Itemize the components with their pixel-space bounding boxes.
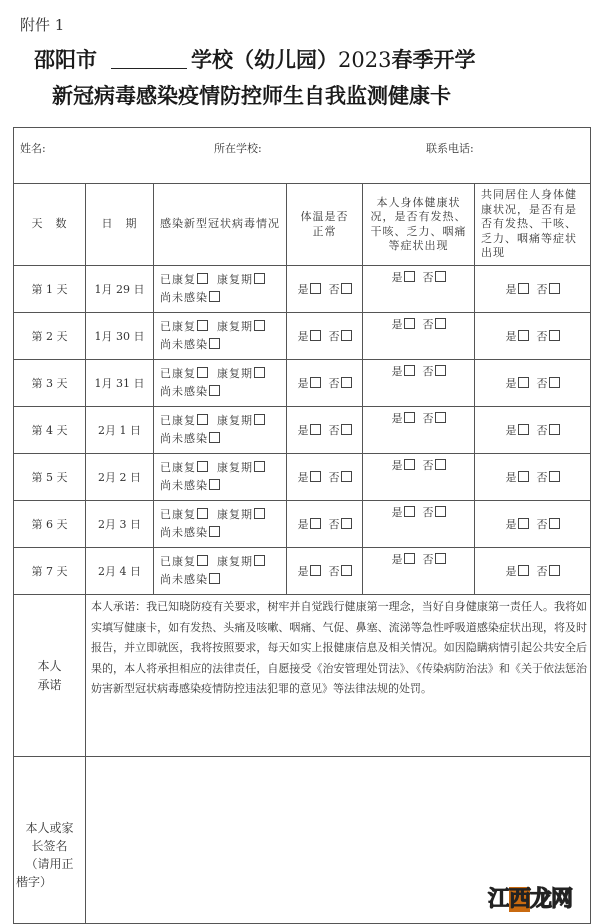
yes-checkbox[interactable]	[518, 424, 529, 435]
no-checkbox[interactable]	[435, 271, 446, 282]
yes-label: 是	[391, 459, 403, 472]
self-health-cell	[363, 360, 475, 407]
no-checkbox[interactable]	[549, 330, 560, 341]
date-cell: 2月 3 日	[86, 501, 154, 548]
no-label: 否	[536, 565, 548, 578]
cohabitant-health-cell	[475, 501, 591, 548]
yes-label: 是	[391, 553, 403, 566]
not-infected-label: 尚未感染	[160, 385, 208, 398]
no-checkbox[interactable]	[341, 565, 352, 576]
no-checkbox[interactable]	[549, 518, 560, 529]
yes-label: 是	[505, 330, 517, 343]
signature-row	[14, 757, 591, 924]
not-infected-checkbox[interactable]	[209, 385, 220, 396]
table-row	[14, 266, 591, 313]
yes-label: 是	[505, 377, 517, 390]
no-label: 否	[422, 506, 434, 519]
commitment-label-line: 本人	[37, 658, 62, 673]
header-temperature: 体温是否正常	[287, 184, 363, 266]
self-health-cell	[363, 407, 475, 454]
recovered-checkbox[interactable]	[197, 367, 208, 378]
yes-label: 是	[297, 377, 309, 390]
cohabitant-health-cell	[475, 313, 591, 360]
commitment-text: 本人承诺：我已知晓防疫有关要求，树牢并自觉践行健康第一理念，当好自身健康第一责任人。我将如实填写健康卡，如有发热、头痛及咳嗽、咽痛、气促、鼻塞、流涕等急性呼吸道感染症状出现，将及时报告，并立即就医，我将按照要求，每天如实上报健康信息及相关情况。如因隐瞒病情引起公共安全后果的，本人将承担相应的法律责任，自愿接受《治安管理处罚法》、《传染病防治法》和《关于依法惩治妨害新型冠状病毒感染疫情防控违法犯罪的意见》等法律法规的处罚。	[86, 595, 591, 757]
not-infected-checkbox[interactable]	[209, 526, 220, 537]
yes-label: 是	[391, 318, 403, 331]
title-term: 春季开学	[391, 47, 476, 72]
recovered-checkbox[interactable]	[197, 461, 208, 472]
yes-label: 是	[297, 518, 309, 531]
yes-checkbox[interactable]	[404, 459, 415, 470]
recovered-checkbox[interactable]	[197, 320, 208, 331]
recovered-checkbox[interactable]	[197, 555, 208, 566]
day-cell: 第 5 天	[14, 454, 86, 501]
recovering-label: 康复期	[217, 461, 253, 474]
yes-label: 是	[505, 471, 517, 484]
temperature-cell	[287, 407, 363, 454]
not-infected-label: 尚未感染	[160, 573, 208, 586]
header-day: 天 数	[14, 184, 86, 266]
infection-cell	[154, 407, 287, 454]
not-infected-checkbox[interactable]	[209, 432, 220, 443]
no-checkbox[interactable]	[341, 330, 352, 341]
temperature-cell	[287, 360, 363, 407]
title-line-2: 新冠病毒感染疫情防控师生自我监测健康卡	[52, 83, 451, 108]
header-self-health: 本人身体健康状况，是否有发热、干咳、乏力、咽痛等症状出现	[363, 184, 475, 266]
watermark-logo	[488, 882, 572, 913]
recovering-label: 康复期	[217, 320, 253, 333]
table-row	[14, 548, 591, 595]
no-checkbox[interactable]	[435, 506, 446, 517]
not-infected-checkbox[interactable]	[209, 338, 220, 349]
date-cell: 1月 31 日	[86, 360, 154, 407]
no-label: 否	[328, 565, 340, 578]
recovered-label: 已康复	[160, 461, 196, 474]
recovering-label: 康复期	[217, 555, 253, 568]
no-checkbox[interactable]	[341, 424, 352, 435]
date-cell: 2月 1 日	[86, 407, 154, 454]
not-infected-checkbox[interactable]	[209, 291, 220, 302]
date-cell: 1月 29 日	[86, 266, 154, 313]
no-checkbox[interactable]	[341, 283, 352, 294]
cohabitant-health-cell	[475, 454, 591, 501]
table-row	[14, 313, 591, 360]
self-health-cell	[363, 548, 475, 595]
signature-label-line: 本人或家	[25, 821, 74, 835]
recovering-label: 康复期	[217, 273, 253, 286]
temperature-cell	[287, 548, 363, 595]
recovering-checkbox[interactable]	[254, 508, 265, 519]
no-label: 否	[422, 412, 434, 425]
temperature-cell	[287, 266, 363, 313]
cohabitant-health-cell	[475, 360, 591, 407]
not-infected-label: 尚未感染	[160, 526, 208, 539]
watermark-part: 江	[488, 887, 510, 912]
no-checkbox[interactable]	[549, 565, 560, 576]
yes-checkbox[interactable]	[404, 506, 415, 517]
signature-area[interactable]	[86, 757, 591, 924]
yes-checkbox[interactable]	[518, 518, 529, 529]
recovering-checkbox[interactable]	[254, 555, 265, 566]
temperature-cell	[287, 313, 363, 360]
annex-label: 附件 1	[20, 16, 65, 34]
recovered-label: 已康复	[160, 414, 196, 427]
no-label: 否	[422, 459, 434, 472]
no-checkbox[interactable]	[435, 318, 446, 329]
infection-cell	[154, 313, 287, 360]
signature-label-line: 楷字）	[16, 875, 53, 889]
not-infected-checkbox[interactable]	[209, 573, 220, 584]
yes-checkbox[interactable]	[404, 318, 415, 329]
yes-checkbox[interactable]	[518, 330, 529, 341]
recovered-checkbox[interactable]	[197, 508, 208, 519]
recovering-checkbox[interactable]	[254, 414, 265, 425]
no-checkbox[interactable]	[549, 471, 560, 482]
self-health-cell	[363, 266, 475, 313]
infection-cell	[154, 454, 287, 501]
no-label: 否	[536, 330, 548, 343]
no-checkbox[interactable]	[435, 553, 446, 564]
recovered-label: 已康复	[160, 320, 196, 333]
yes-label: 是	[391, 271, 403, 284]
info-row	[14, 128, 591, 184]
no-checkbox[interactable]	[435, 412, 446, 423]
day-cell: 第 1 天	[14, 266, 86, 313]
no-checkbox[interactable]	[341, 377, 352, 388]
day-cell: 第 3 天	[14, 360, 86, 407]
name-field-label[interactable]: 姓名:	[20, 142, 46, 155]
yes-checkbox[interactable]	[310, 330, 321, 341]
no-label: 否	[328, 518, 340, 531]
watermark-part: 龙网	[530, 887, 573, 912]
no-label: 否	[536, 283, 548, 296]
not-infected-checkbox[interactable]	[209, 479, 220, 490]
recovered-label: 已康复	[160, 555, 196, 568]
infection-cell	[154, 360, 287, 407]
school-name-blank[interactable]	[111, 50, 187, 69]
commitment-row	[14, 595, 591, 757]
commitment-label	[14, 595, 86, 757]
title-city: 邵阳市	[34, 47, 97, 72]
yes-checkbox[interactable]	[518, 471, 529, 482]
header-cohabitant-health: 共同居住人身体健康状况，是否有是否有发热、干咳、乏力、咽痛等症状出现	[475, 184, 591, 266]
no-label: 否	[536, 471, 548, 484]
table-row	[14, 360, 591, 407]
no-checkbox[interactable]	[435, 459, 446, 470]
school-field-label[interactable]: 所在学校:	[214, 142, 262, 155]
commitment-label-line: 承诺	[37, 677, 62, 692]
self-health-cell	[363, 454, 475, 501]
date-cell: 2月 4 日	[86, 548, 154, 595]
yes-label: 是	[297, 565, 309, 578]
signature-label	[14, 757, 86, 924]
recovered-checkbox[interactable]	[197, 273, 208, 284]
yes-checkbox[interactable]	[404, 553, 415, 564]
day-cell: 第 2 天	[14, 313, 86, 360]
title-line-1	[34, 44, 475, 74]
header-date: 日 期	[86, 184, 154, 266]
yes-label: 是	[297, 283, 309, 296]
self-health-cell	[363, 313, 475, 360]
temperature-cell	[287, 501, 363, 548]
recovered-checkbox[interactable]	[197, 414, 208, 425]
yes-checkbox[interactable]	[310, 424, 321, 435]
no-label: 否	[422, 365, 434, 378]
no-label: 否	[536, 424, 548, 437]
infection-cell	[154, 501, 287, 548]
recovering-label: 康复期	[217, 367, 253, 380]
yes-label: 是	[505, 565, 517, 578]
day-cell: 第 6 天	[14, 501, 86, 548]
yes-label: 是	[391, 412, 403, 425]
yes-checkbox[interactable]	[310, 518, 321, 529]
cohabitant-health-cell	[475, 266, 591, 313]
not-infected-label: 尚未感染	[160, 432, 208, 445]
header-infection: 感染新型冠状病毒情况	[154, 184, 287, 266]
recovering-checkbox[interactable]	[254, 461, 265, 472]
recovered-label: 已康复	[160, 273, 196, 286]
yes-checkbox[interactable]	[310, 565, 321, 576]
yes-checkbox[interactable]	[404, 365, 415, 376]
day-cell: 第 4 天	[14, 407, 86, 454]
no-label: 否	[328, 330, 340, 343]
yes-checkbox[interactable]	[404, 271, 415, 282]
yes-label: 是	[297, 471, 309, 484]
not-infected-label: 尚未感染	[160, 479, 208, 492]
recovering-label: 康复期	[217, 508, 253, 521]
yes-checkbox[interactable]	[404, 412, 415, 423]
no-label: 否	[328, 424, 340, 437]
header-row	[14, 184, 591, 266]
yes-checkbox[interactable]	[518, 283, 529, 294]
no-checkbox[interactable]	[435, 365, 446, 376]
no-label: 否	[422, 318, 434, 331]
cohabitant-health-cell	[475, 407, 591, 454]
recovering-checkbox[interactable]	[254, 273, 265, 284]
no-label: 否	[536, 377, 548, 390]
date-cell: 1月 30 日	[86, 313, 154, 360]
recovered-label: 已康复	[160, 508, 196, 521]
no-checkbox[interactable]	[341, 471, 352, 482]
recovering-checkbox[interactable]	[254, 367, 265, 378]
yes-label: 是	[505, 424, 517, 437]
no-label: 否	[328, 377, 340, 390]
watermark-part: 西	[509, 887, 531, 912]
yes-label: 是	[297, 424, 309, 437]
date-cell: 2月 2 日	[86, 454, 154, 501]
yes-label: 是	[505, 518, 517, 531]
yes-label: 是	[391, 506, 403, 519]
self-health-cell	[363, 501, 475, 548]
no-checkbox[interactable]	[341, 518, 352, 529]
no-label: 否	[422, 271, 434, 284]
yes-label: 是	[297, 330, 309, 343]
infection-cell	[154, 548, 287, 595]
no-checkbox[interactable]	[549, 424, 560, 435]
cohabitant-health-cell	[475, 548, 591, 595]
no-label: 否	[328, 283, 340, 296]
recovering-checkbox[interactable]	[254, 320, 265, 331]
yes-checkbox[interactable]	[518, 377, 529, 388]
yes-checkbox[interactable]	[310, 377, 321, 388]
signature-label-line: 长签名	[31, 839, 68, 853]
table-row	[14, 454, 591, 501]
yes-label: 是	[391, 365, 403, 378]
signature-label-line: （请用正	[25, 857, 74, 871]
phone-field-label[interactable]: 联系电话:	[426, 142, 474, 155]
no-label: 否	[328, 471, 340, 484]
no-label: 否	[422, 553, 434, 566]
no-checkbox[interactable]	[549, 377, 560, 388]
temperature-cell	[287, 454, 363, 501]
recovered-label: 已康复	[160, 367, 196, 380]
yes-checkbox[interactable]	[310, 471, 321, 482]
yes-checkbox[interactable]	[518, 565, 529, 576]
title-school-suffix: 学校（幼儿园）	[191, 47, 338, 72]
not-infected-label: 尚未感染	[160, 338, 208, 351]
day-cell: 第 7 天	[14, 548, 86, 595]
infection-cell	[154, 266, 287, 313]
no-label: 否	[536, 518, 548, 531]
not-infected-label: 尚未感染	[160, 291, 208, 304]
yes-label: 是	[505, 283, 517, 296]
table-row	[14, 501, 591, 548]
yes-checkbox[interactable]	[310, 283, 321, 294]
title-year: 2023	[338, 48, 392, 72]
no-checkbox[interactable]	[549, 283, 560, 294]
table-row	[14, 407, 591, 454]
health-card-table	[13, 127, 591, 924]
recovering-label: 康复期	[217, 414, 253, 427]
